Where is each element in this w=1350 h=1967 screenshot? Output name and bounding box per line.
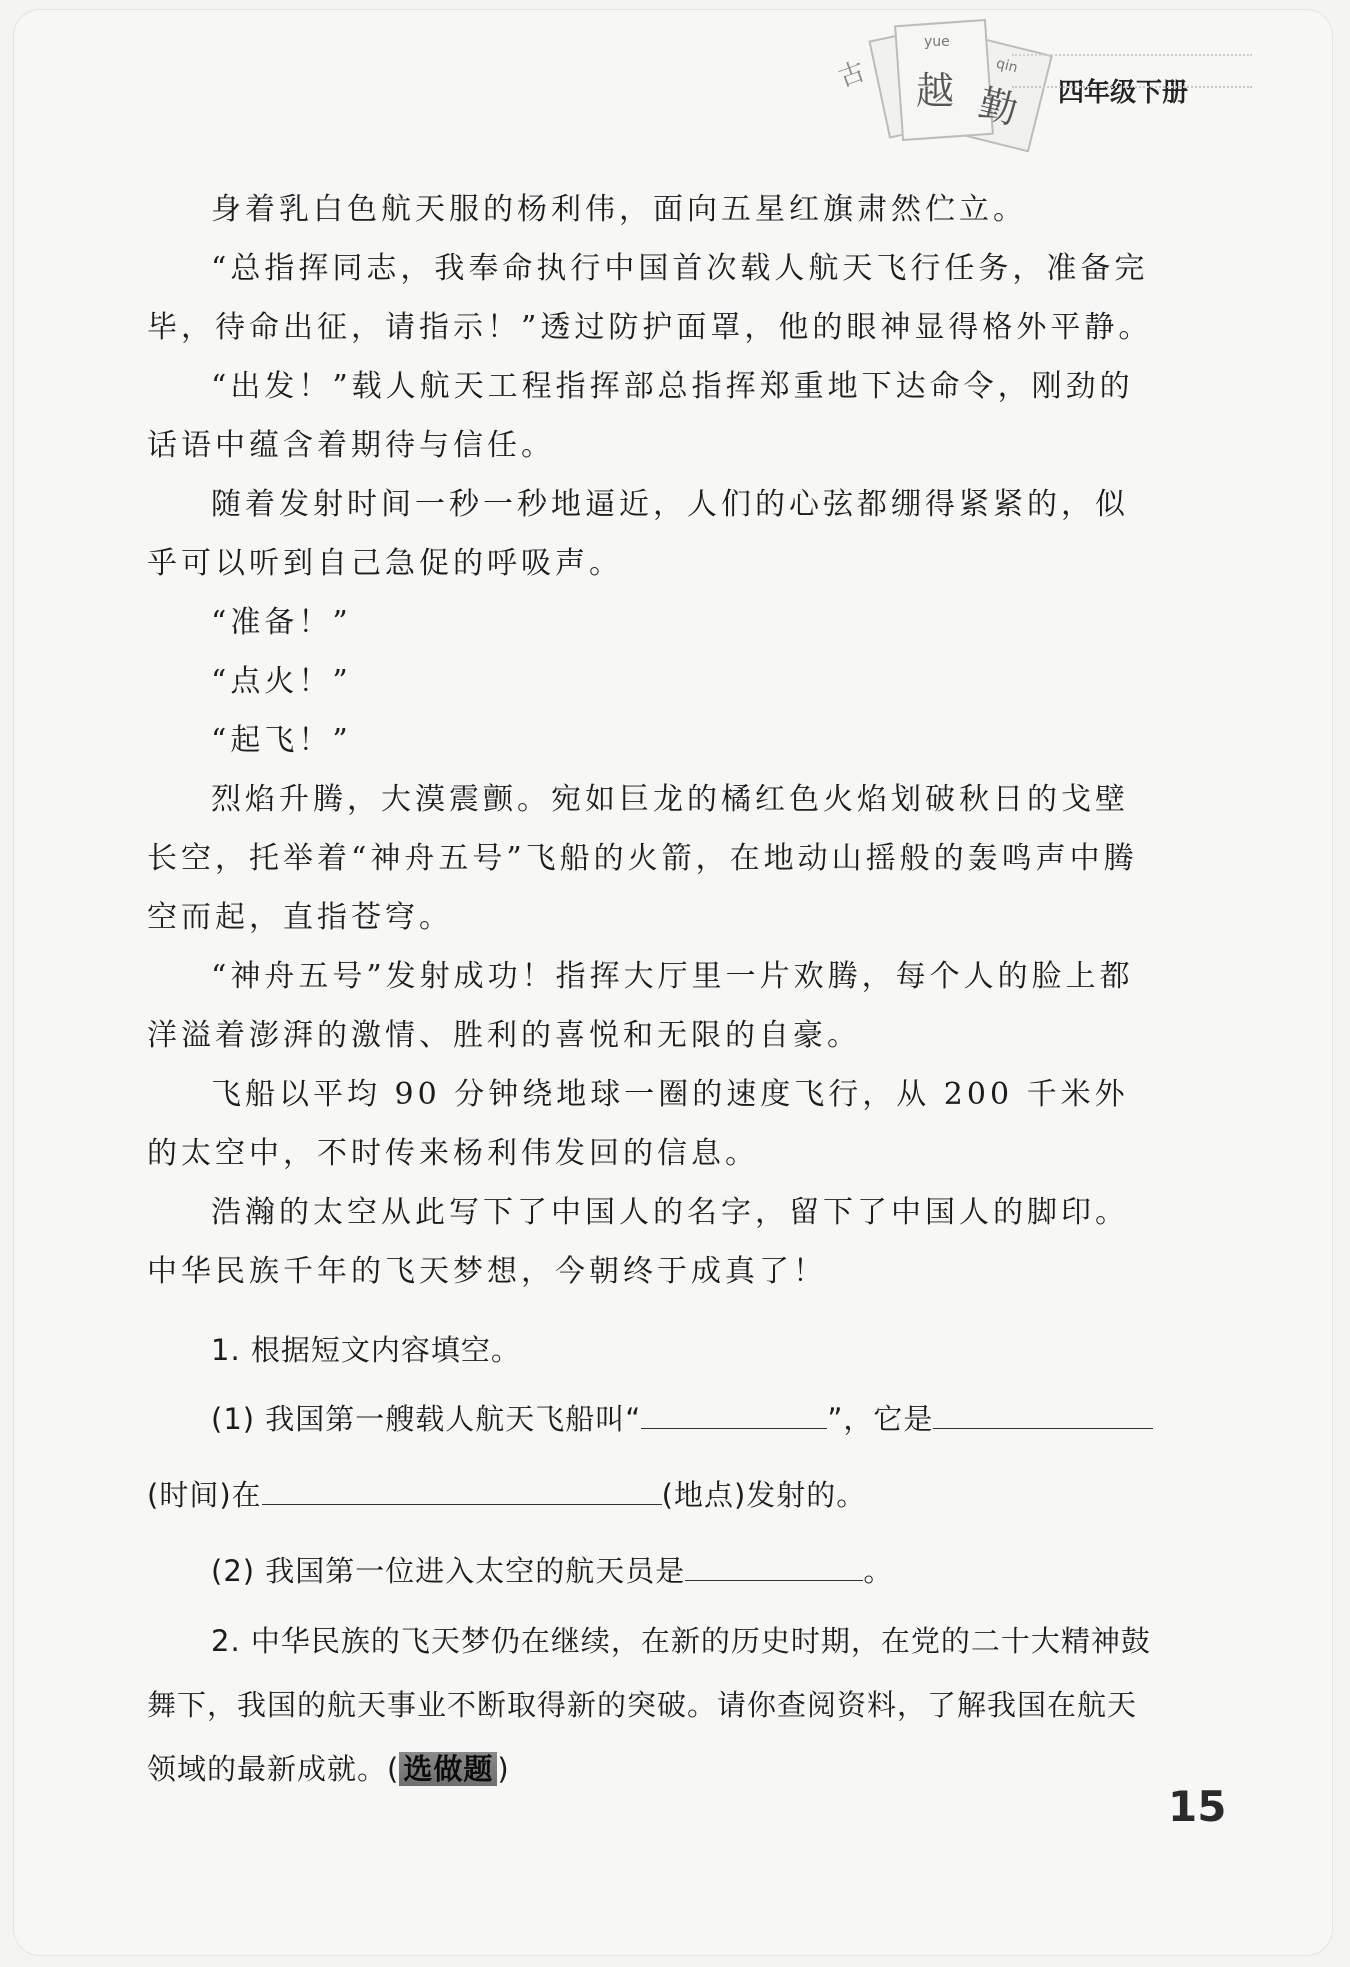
passage-paragraph: “点火！” bbox=[211, 664, 352, 699]
answer-blank-astronaut[interactable] bbox=[685, 1550, 863, 1581]
passage-paragraph: 飞船以平均 90 分钟绕地球一圈的速度飞行，从 200 千米外的太空中，不时传来杨利伟发回的信息。 bbox=[147, 1077, 1129, 1171]
question-2: 2. 中华民族的飞天梦仍在继续，在新的历史时期，在党的二十大精神鼓舞下，我国的航天事业不断取得新的突破。请你查阅资料，了解我国在航天领域的最新成就。( 选做题 ) bbox=[147, 1624, 1151, 1786]
question-1-1: (1) 我国第一艘载人航天飞船叫“ ”，它是 bbox=[147, 1381, 1157, 1457]
page-number: 15 bbox=[1168, 1782, 1227, 1831]
stamp-pinyin-yue: yue bbox=[924, 34, 950, 50]
passage-paragraph: “出发！”载人航天工程指挥部总指挥郑重地下达命令，刚劲的话语中蕴含着期待与信任。 bbox=[147, 369, 1134, 463]
stamp-char-yue: 越 bbox=[916, 69, 955, 113]
question-1-2: (2) 我国第一位进入太空的航天员是 。 bbox=[147, 1533, 1157, 1609]
answer-blank-spacecraft-name[interactable] bbox=[641, 1398, 827, 1429]
header-divider bbox=[1012, 86, 1252, 88]
question-1-title: 1. 根据短文内容填空。 bbox=[211, 1333, 521, 1367]
question-1-1-cont: (时间)在 (地点)发射的。 bbox=[147, 1457, 1157, 1533]
passage-paragraph: “起飞！” bbox=[211, 723, 352, 758]
passage-paragraph: “准备！” bbox=[211, 605, 352, 640]
stamp-char-qin: 勤 bbox=[974, 80, 1022, 133]
passage-paragraph: 身着乳白色航天服的杨利伟，面向五星红旗肃然伫立。 bbox=[211, 192, 1027, 227]
passage-paragraph: 随着发射时间一秒一秒地逼近，人们的心弦都绷得紧紧的，似乎可以听到自己急促的呼吸声。 bbox=[147, 487, 1129, 581]
passage-paragraph: 浩瀚的太空从此写下了中国人的名字，留下了中国人的脚印。中华民族千年的飞天梦想，今朝终于成真了！ bbox=[147, 1195, 1129, 1289]
optional-question-tag: 选做题 bbox=[399, 1752, 497, 1786]
stamp-pinyin-qin: qin bbox=[994, 55, 1020, 77]
answer-blank-launch-time[interactable] bbox=[933, 1398, 1153, 1429]
page-header bbox=[0, 0, 1350, 160]
header-divider-top bbox=[1012, 54, 1252, 56]
answer-blank-launch-place[interactable] bbox=[262, 1474, 662, 1505]
passage-paragraph: 烈焰升腾，大漠震颤。宛如巨龙的橘红色火焰划破秋日的戈壁长空，托举着“神舟五号”飞船的火箭，在地动山摇般的轰鸣声中腾空而起，直指苍穹。 bbox=[147, 782, 1138, 935]
stamp-char-gu: 古 bbox=[834, 56, 870, 94]
grade-label: 四年级下册 bbox=[1058, 78, 1189, 108]
main-content bbox=[147, 180, 1157, 1801]
passage-paragraph: “神舟五号”发射成功！指挥大厅里一片欢腾，每个人的脸上都洋溢着澎湃的激情、胜利的喜悦和无限的自豪。 bbox=[147, 959, 1134, 1053]
passage-paragraph: “总指挥同志，我奉命执行中国首次载人航天飞行任务，准备完毕，待命出征，请指示！”透过防护面罩，他的眼神显得格外平静。 bbox=[147, 251, 1153, 345]
logo-stamp bbox=[834, 18, 1038, 148]
